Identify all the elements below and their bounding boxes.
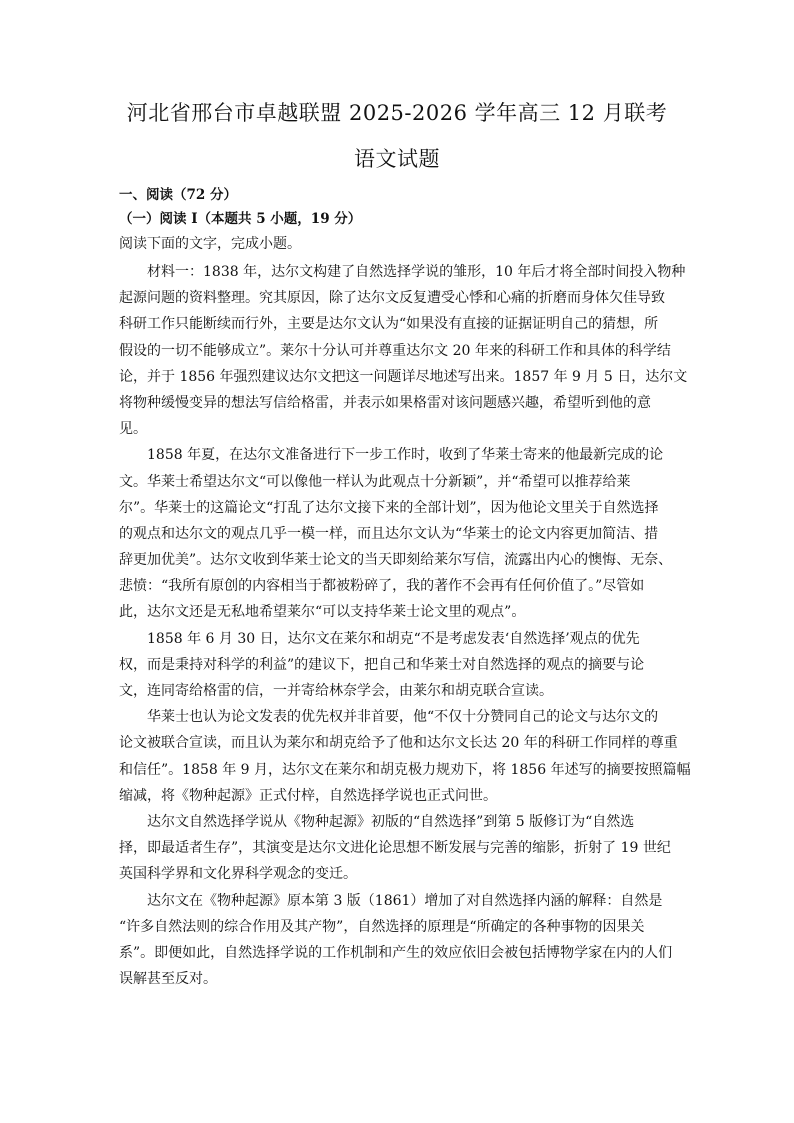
paragraph-line: 见。 [119, 421, 147, 438]
reading-body [119, 230, 691, 992]
paragraph-line: 和信任”。1858 年 9 月，达尔文在莱尔和胡克极力规劝下，将 1856 年述写的摘要按照篇幅 [119, 761, 691, 778]
exam-title: 河北省邢台市卓越联盟 2025-2026 学年高三 12 月联考 [126, 101, 668, 125]
paragraph-line: “许多自然法则的综合作用及其产物”，自然选择的原理是“所确定的各种事物的因果关 [119, 918, 645, 935]
paragraph-line: 文。华莱士希望达尔文“可以像他一样认为此观点十分新颖”，并“希望可以推荐给莱 [119, 473, 631, 490]
passage-paragraph [119, 704, 691, 809]
paragraph-line: 的观点和达尔文的观点几乎一模一样，而且达尔文认为“华莱士的论文内容更加简洁、措 [119, 525, 659, 542]
paragraph-line: 此，达尔文还是无私地希望莱尔“可以支持华莱士论文里的观点”。 [119, 604, 526, 621]
paragraph-line: 论文被联合宣读，而且认为莱尔和胡克给予了他和达尔文长达 20 年的科研工作同样的尊重 [119, 735, 678, 752]
paragraph-line: 材料一：1838 年，达尔文构建了自然选择学说的雏形，10 年后才将全部时间投入物种 [147, 264, 686, 280]
passage-paragraph [119, 442, 679, 625]
reading-passage [119, 259, 691, 992]
paragraph-line: 系”。即便如此，自然选择学说的工作机制和产生的效应依旧会被包括博物学家在内的人们 [119, 944, 673, 961]
paragraph-line: 误解甚至反对。 [119, 971, 217, 988]
passage-paragraph [119, 809, 679, 888]
paragraph-line: 达尔文在《物种起源》原本第 3 版（1861）增加了对自然选择内涵的解释：自然是 [147, 892, 663, 909]
paragraph-line: 辞更加优美”。达尔文收到华莱士论文的当天即刻给莱尔写信，流露出内心的懊悔、无奈、 [119, 552, 673, 569]
paragraph-line: 尔”。华莱士的这篇论文“打乱了达尔文接下来的全部计划”，因为他论文里关于自然选择 [119, 499, 659, 516]
paragraph-line: 起源问题的资料整理。究其原因，除了达尔文反复遭受心悸和心痛的折磨而身体欠佳导致 [119, 290, 665, 307]
passage-paragraph [119, 626, 679, 705]
paragraph-line: 达尔文自然选择学说从《物种起源》初版的“自然选择”到第 5 版修订为“自然选 [147, 813, 635, 830]
paragraph-line: 择，即最适者生存”，其演变是达尔文进化论思想不断发展与完善的缩影，折射了 19 世纪 [119, 840, 671, 857]
paragraph-line: 科研工作只能断续而行外，主要是达尔文认为“如果没有直接的证据证明自己的猜想，所 [119, 316, 659, 333]
paragraph-line: 1858 年夏，在达尔文准备进行下一步工作时，收到了华莱士寄来的他最新完成的论 [147, 447, 664, 464]
section-heading: 一、阅读（72 分） [119, 187, 237, 203]
paragraph-line: 权，而是秉持对科学的利益”的建议下，把自己和华莱士对自然选择的观点的摘要与论 [119, 656, 645, 673]
paragraph-line: 将物种缓慢变异的想法写信给格雷，并表示如果格雷对该问题感兴趣，希望听到他的意 [119, 394, 651, 411]
subsection-heading: （一）阅读 I（本题共 5 小题，19 分） [119, 211, 362, 227]
passage-paragraph [119, 259, 688, 442]
paragraph-line: 1858 年 6 月 30 日，达尔文在莱尔和胡克“不是考虑发表‘自然选择’观点的优先 [147, 630, 640, 647]
paragraph-line: 华莱士也认为论文发表的优先权并非首要，他“不仅十分赞同自己的论文与达尔文的 [147, 709, 659, 726]
paragraph-line: 论，并于 1856 年强烈建议达尔文把这一问题详尽地述写出来。1857 年 9 月 5 日，达尔文 [119, 368, 688, 385]
paragraph-line: 假设的一切不能够成立”。莱尔十分认可并尊重达尔文 20 年来的科研工作和具体的科学结 [119, 342, 671, 359]
paragraph-line: 缩减，将《物种起源》正式付梓，自然选择学说也正式问世。 [119, 787, 497, 804]
passage-paragraph [119, 888, 679, 993]
exam-subject-title: 语文试题 [354, 147, 440, 171]
paragraph-line: 英国科学界和文化界科学观念的变迁。 [119, 866, 357, 883]
instruction-text: 阅读下面的文字，完成小题。 [119, 236, 301, 252]
paragraph-line: 文，连同寄给格雷的信，一并寄给林奈学会，由莱尔和胡克联合宣读。 [119, 683, 553, 699]
paragraph-line: 悲愤：“我所有原创的内容相当于都被粉碎了，我的著作不会再有任何价值了。”尽管如 [119, 578, 645, 595]
